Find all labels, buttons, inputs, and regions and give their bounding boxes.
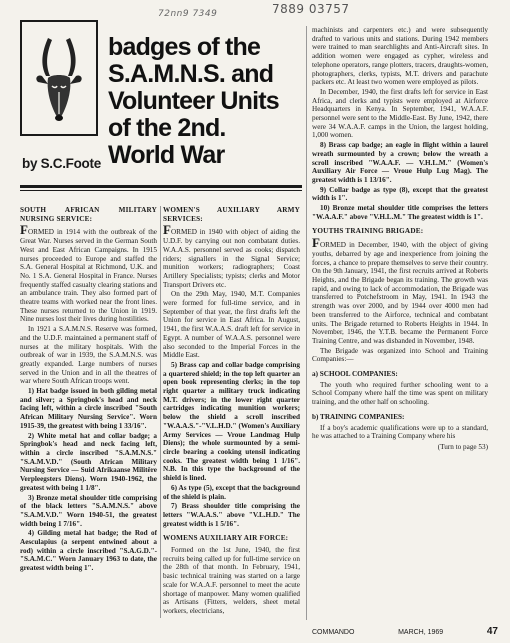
paragraph: machinists and carpenters etc.) and were subsequently drafted to various units and stations. During 1942 members were trained to man searchlights and Anti-Aircraft sites. In addition women were engaged as cypher, wireless and telephone operators, range plotters, tracers, draughts-women, photographers, clerks, typists, M.T. drivers and parachute packers etc. At least two women were employed as pilots. [312, 26, 488, 87]
article-title [108, 34, 318, 169]
page-number: 47 [486, 626, 498, 637]
section-heading: SOUTH AFRICAN MILITARY NURSING SERVICE: [20, 206, 157, 223]
paragraph: If a boy's academic qualifications were up to a standard, he was attached to a Training Company where his [312, 423, 488, 441]
paragraph: On the 29th May, 1940, M.T. Companies were formed for full-time service, and in September of that year, the first drafts left the Union for service in East Africa. In August, 1941, the first W.A.A.S. draft left for service in Egypt. A number of W.A.A.S. personnel were also seconded to the Imperial Forces in the Middle East. [163, 290, 300, 360]
handwritten-note-right: 7889 03757 [272, 2, 350, 16]
author-byline: by S.C.Foote [22, 156, 101, 171]
badge-description: 9) Collar badge as type (8), except that the greatest width is 1". [312, 185, 488, 203]
drop-cap: F [20, 222, 28, 238]
badge-description: 3) Bronze metal shoulder title comprising of the black letters "S.A.M.N.S." above "S.A.M.V.D." Worn 1940-51, the greatest width being 1 7/16". [20, 493, 157, 528]
section-heading: WOMEN'S AUXILIARY ARMY SERVICES: [163, 206, 300, 223]
drop-cap: F [163, 222, 171, 238]
springbok-head-icon [28, 30, 90, 128]
paragraph: FORMED in December, 1940, with the object of giving youths, debarred by age and inexperience from joining the forces, a chance to prepare themselves to serve their country. On the 9th January, 1941, the first recruits arrived at Roberts Heights, and the Brigade began its training. The growth was rapid, and owing to lack of accommodation, the Brigade was transferred to Potchefstroom in May, 1941. In 1943 the strength was over 2000, and by 1944 over 4000 men had been transferred to the Airforce, technical and combatant units. The Brigade returned to Roberts Heights in 1944. In November, 1946, the Y.T.B. became the Permanent Force Training Centre, and was disbanded in November, 1948. [312, 235, 488, 345]
badge-description: 5) Brass cap and collar badge comprising a quartered shield; in the top left quarter an open book representing clerks; in the top right quarter a military truck indicating M.T. drivers; in the lower right quarter cartridges indicating munition workers; below the shield a scroll inscribed "W.A.A.S."-"V.L.H.D." (Women's Auxiliary Army Services — Vroue Landmag Hulp Diens); the whole surmounted by a semi-circle bearing a cooking utensil indicating cooks. The greatest width being 1 1/16". N.B. In this type the background of the shield is lined. [163, 360, 300, 483]
paragraph: FORMED in 1940 with object of aiding the U.D.F. by carrying out non combatant duties. W.A.A.S. personnel served as cooks; dispatch riders; signallers in the Signal Service; munition workers; radiographers; Coast Artillery Specialists; typists; clerks and Motor Transport Drivers etc. [163, 222, 300, 289]
badge-description: 10) Bronze metal shoulder title comprises the letters "W.A.A.F." above "V.H.L.M." The greatest width is 1". [312, 204, 488, 221]
magazine-name: COMMANDO [312, 629, 355, 636]
title-line-2: S.A.M.N.S. and [108, 60, 274, 88]
springbok-emblem-box [20, 20, 98, 136]
column-1 [20, 206, 157, 616]
subsection-heading: a) SCHOOL COMPANIES: [312, 370, 398, 379]
badge-description: 8) Brass cap badge; an eagle in flight within a laurel wreath surmounted by a crown; below the wreath a scroll inscribed "W.A.A.F. — V.H.L.M." (Women's Auxiliary Air Force — Vroue Hulp Lug Mag). The greatest width is 1 13/16". [312, 141, 488, 184]
handwritten-note-left: 72nn9 7349 [158, 9, 218, 19]
column-rule-1 [160, 206, 161, 618]
issue-date: MARCH, 1969 [398, 629, 444, 636]
badge-description: 2) White metal hat and collar badge; a Springbok's head and neck facing left, within a circle inscribed "S.A.M.N.S." "S.A.M.V.D." (South African Military Nursing Service — Suid Afrikaanse Militêre Verpleegsters Diens). Worn 1940-1962, the greatest with being 1 1/8". [20, 431, 157, 492]
continuation-note: (Turn to page 53) [437, 442, 488, 451]
title-line-1: badges of the [108, 33, 261, 61]
paragraph: In December, 1940, the first drafts left for service in East Africa, and clerks and typists were employed at Airforce Headquarters in Kenya. In September, 1941, W.A.A.F. personnel were sent to the Middle-East. By June, 1942, there were 34 W.A.A.F. camps in the Union, the largest holding, 1,000 women. [312, 87, 488, 140]
column-rule-2 [306, 26, 307, 620]
page-footer [312, 626, 498, 637]
column-2 [163, 206, 300, 618]
paragraph: In 1921 a S.A.M.N.S. Reserve was formed, and the U.D.F. maintained a permanent staff of nurses at the military hospitals. With the outbreak of war in 1939, the S.A.M.N.S. was greatly expanded. Large numbers of nurses served in the Union and in all the theatres of war where South African troops went. [20, 325, 157, 386]
badge-description: 6) As type (5), except that the background of the shield is plain. [163, 483, 300, 501]
title-line-3: Volunteer Units [108, 87, 279, 115]
section-heading: YOUTHS TRAINING BRIGADE: [312, 227, 424, 236]
title-divider [20, 185, 302, 188]
badge-description: 1) Hat badge issued in both gilding metal and silver; a Springbok's head and neck facing left, within a circle inscribed "South African Military Nursing Service". Worn 1915-39, the greatest with being 1 33/16". [20, 387, 157, 430]
paragraph: The Brigade was organized into School and Training Companies:— [312, 346, 488, 364]
column-3 [312, 26, 488, 620]
badge-description: 7) Brass shoulder title comprising the letters "W.A.A.S." above "V.L.H.D." The greatest width is 1 5/16". [163, 502, 300, 528]
paragraph: The youth who required further schooling went to a School Company where half the time was spent on military training, and the other half on schooling. [312, 380, 488, 407]
paragraph: Formed on the 1st June, 1940, the first recruits being called up for full-time service on the 28th of that month. In February, 1941, basic technical training was started on a large scale for W.A.A.F. personnel to meet the acute shortage of manpower. Many women qualified as Artisans (Fitters, welders, sheet metal workers, electricians, [163, 546, 300, 615]
subsection-heading: b) TRAINING COMPANIES: [312, 412, 405, 421]
title-divider-thin [20, 190, 302, 191]
drop-cap: F [312, 235, 320, 251]
title-line-5: World War [108, 141, 225, 169]
paragraph: FORMED in 1914 with the outbreak of the Great War. Nurses served in the German South West and East African Campaigns. In 1915 nurses proceeded to Europe and staffed the S.A. General Hospital at Richmond, U.K. and No. 1 S.A. General Hospital in France. Nurses frequently staffed casualty clearing stations and an ambulance train. They also formed part of theatre teams with worked near the front lines. These nurses returned to the Union in 1919. Nine nurses lost their lives during hostilities. [20, 222, 157, 324]
badge-description: 4) Gilding metal hat badge; the Rod of Aesculapius (a serpent entwined about a rod) within a circle inscribed "S.A.G.D."-"S.A.M.C." Worn January 1963 to date, the greatest width being 1". [20, 529, 157, 573]
section-heading: WOMENS AUXILIARY AIR FORCE: [163, 534, 289, 543]
title-line-4: of the 2nd. [108, 114, 226, 142]
